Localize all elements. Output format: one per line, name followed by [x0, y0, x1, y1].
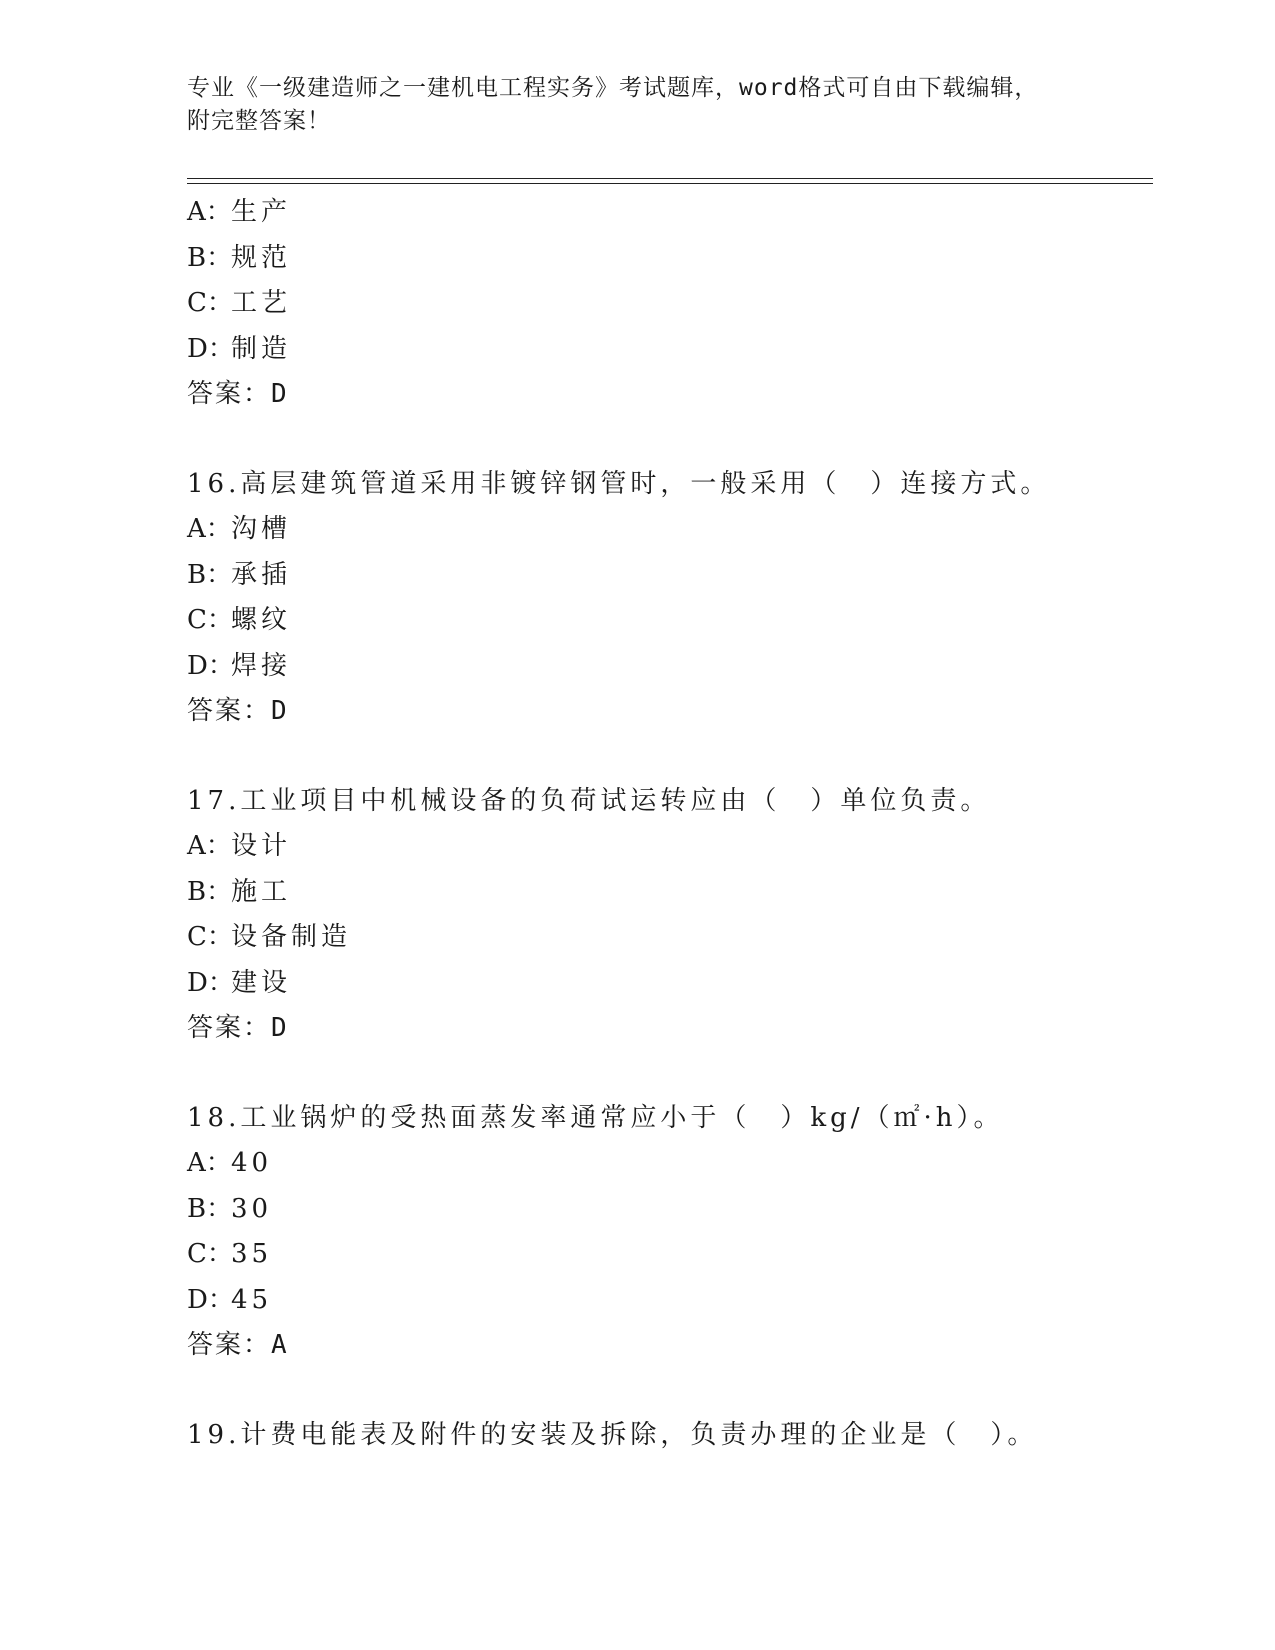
- option-c: C：工艺: [187, 288, 292, 318]
- header-line-1: 专业《一级建造师之一建机电工程实务》考试题库，word格式可自由下载编辑，: [187, 75, 1039, 101]
- question-18: [187, 1096, 1153, 1369]
- option-a: A：设计: [187, 831, 292, 861]
- question-16: [187, 462, 1153, 735]
- question-stem: 17.工业项目中机械设备的负荷试运转应由（ ）单位负责。: [187, 785, 991, 816]
- answer-line: 答案：D: [187, 1013, 289, 1043]
- answer-line: 答案：A: [187, 1330, 289, 1360]
- option-c: C：设备制造: [187, 922, 352, 952]
- question-stem: 16.高层建筑管道采用非镀锌钢管时，一般采用（ ）连接方式。: [187, 468, 1051, 499]
- answer-line: 答案：D: [187, 696, 289, 726]
- header-divider-top: [187, 178, 1153, 179]
- answer-line: 答案：D: [187, 379, 289, 409]
- option-a: A：沟槽: [187, 514, 292, 544]
- option-b: B：施工: [187, 876, 292, 907]
- option-a: A：40: [187, 1148, 273, 1178]
- header-divider-bottom: [187, 183, 1153, 184]
- question-15-continued: [187, 190, 1153, 418]
- option-a: A：生产: [187, 197, 292, 227]
- question-stem: 19.计费电能表及附件的安装及拆除，负责办理的企业是（ ）。: [187, 1419, 1038, 1450]
- option-d: D：建设: [187, 967, 292, 998]
- question-stem: 18.工业锅炉的受热面蒸发率通常应小于（ ）kg/（㎡·h）。: [187, 1102, 1004, 1133]
- question-list: [187, 190, 1153, 1458]
- document-header: [187, 72, 1107, 138]
- question-19: [187, 1413, 1153, 1459]
- option-b: B：30: [187, 1193, 273, 1224]
- option-d: D：45: [187, 1284, 273, 1315]
- option-c: C：35: [187, 1239, 273, 1269]
- option-d: D：焊接: [187, 650, 292, 681]
- header-line-2: 附完整答案！: [187, 108, 331, 134]
- option-c: C：螺纹: [187, 605, 292, 635]
- question-17: [187, 779, 1153, 1052]
- option-b: B：规范: [187, 242, 292, 273]
- option-b: B：承插: [187, 559, 292, 590]
- option-d: D：制造: [187, 333, 292, 364]
